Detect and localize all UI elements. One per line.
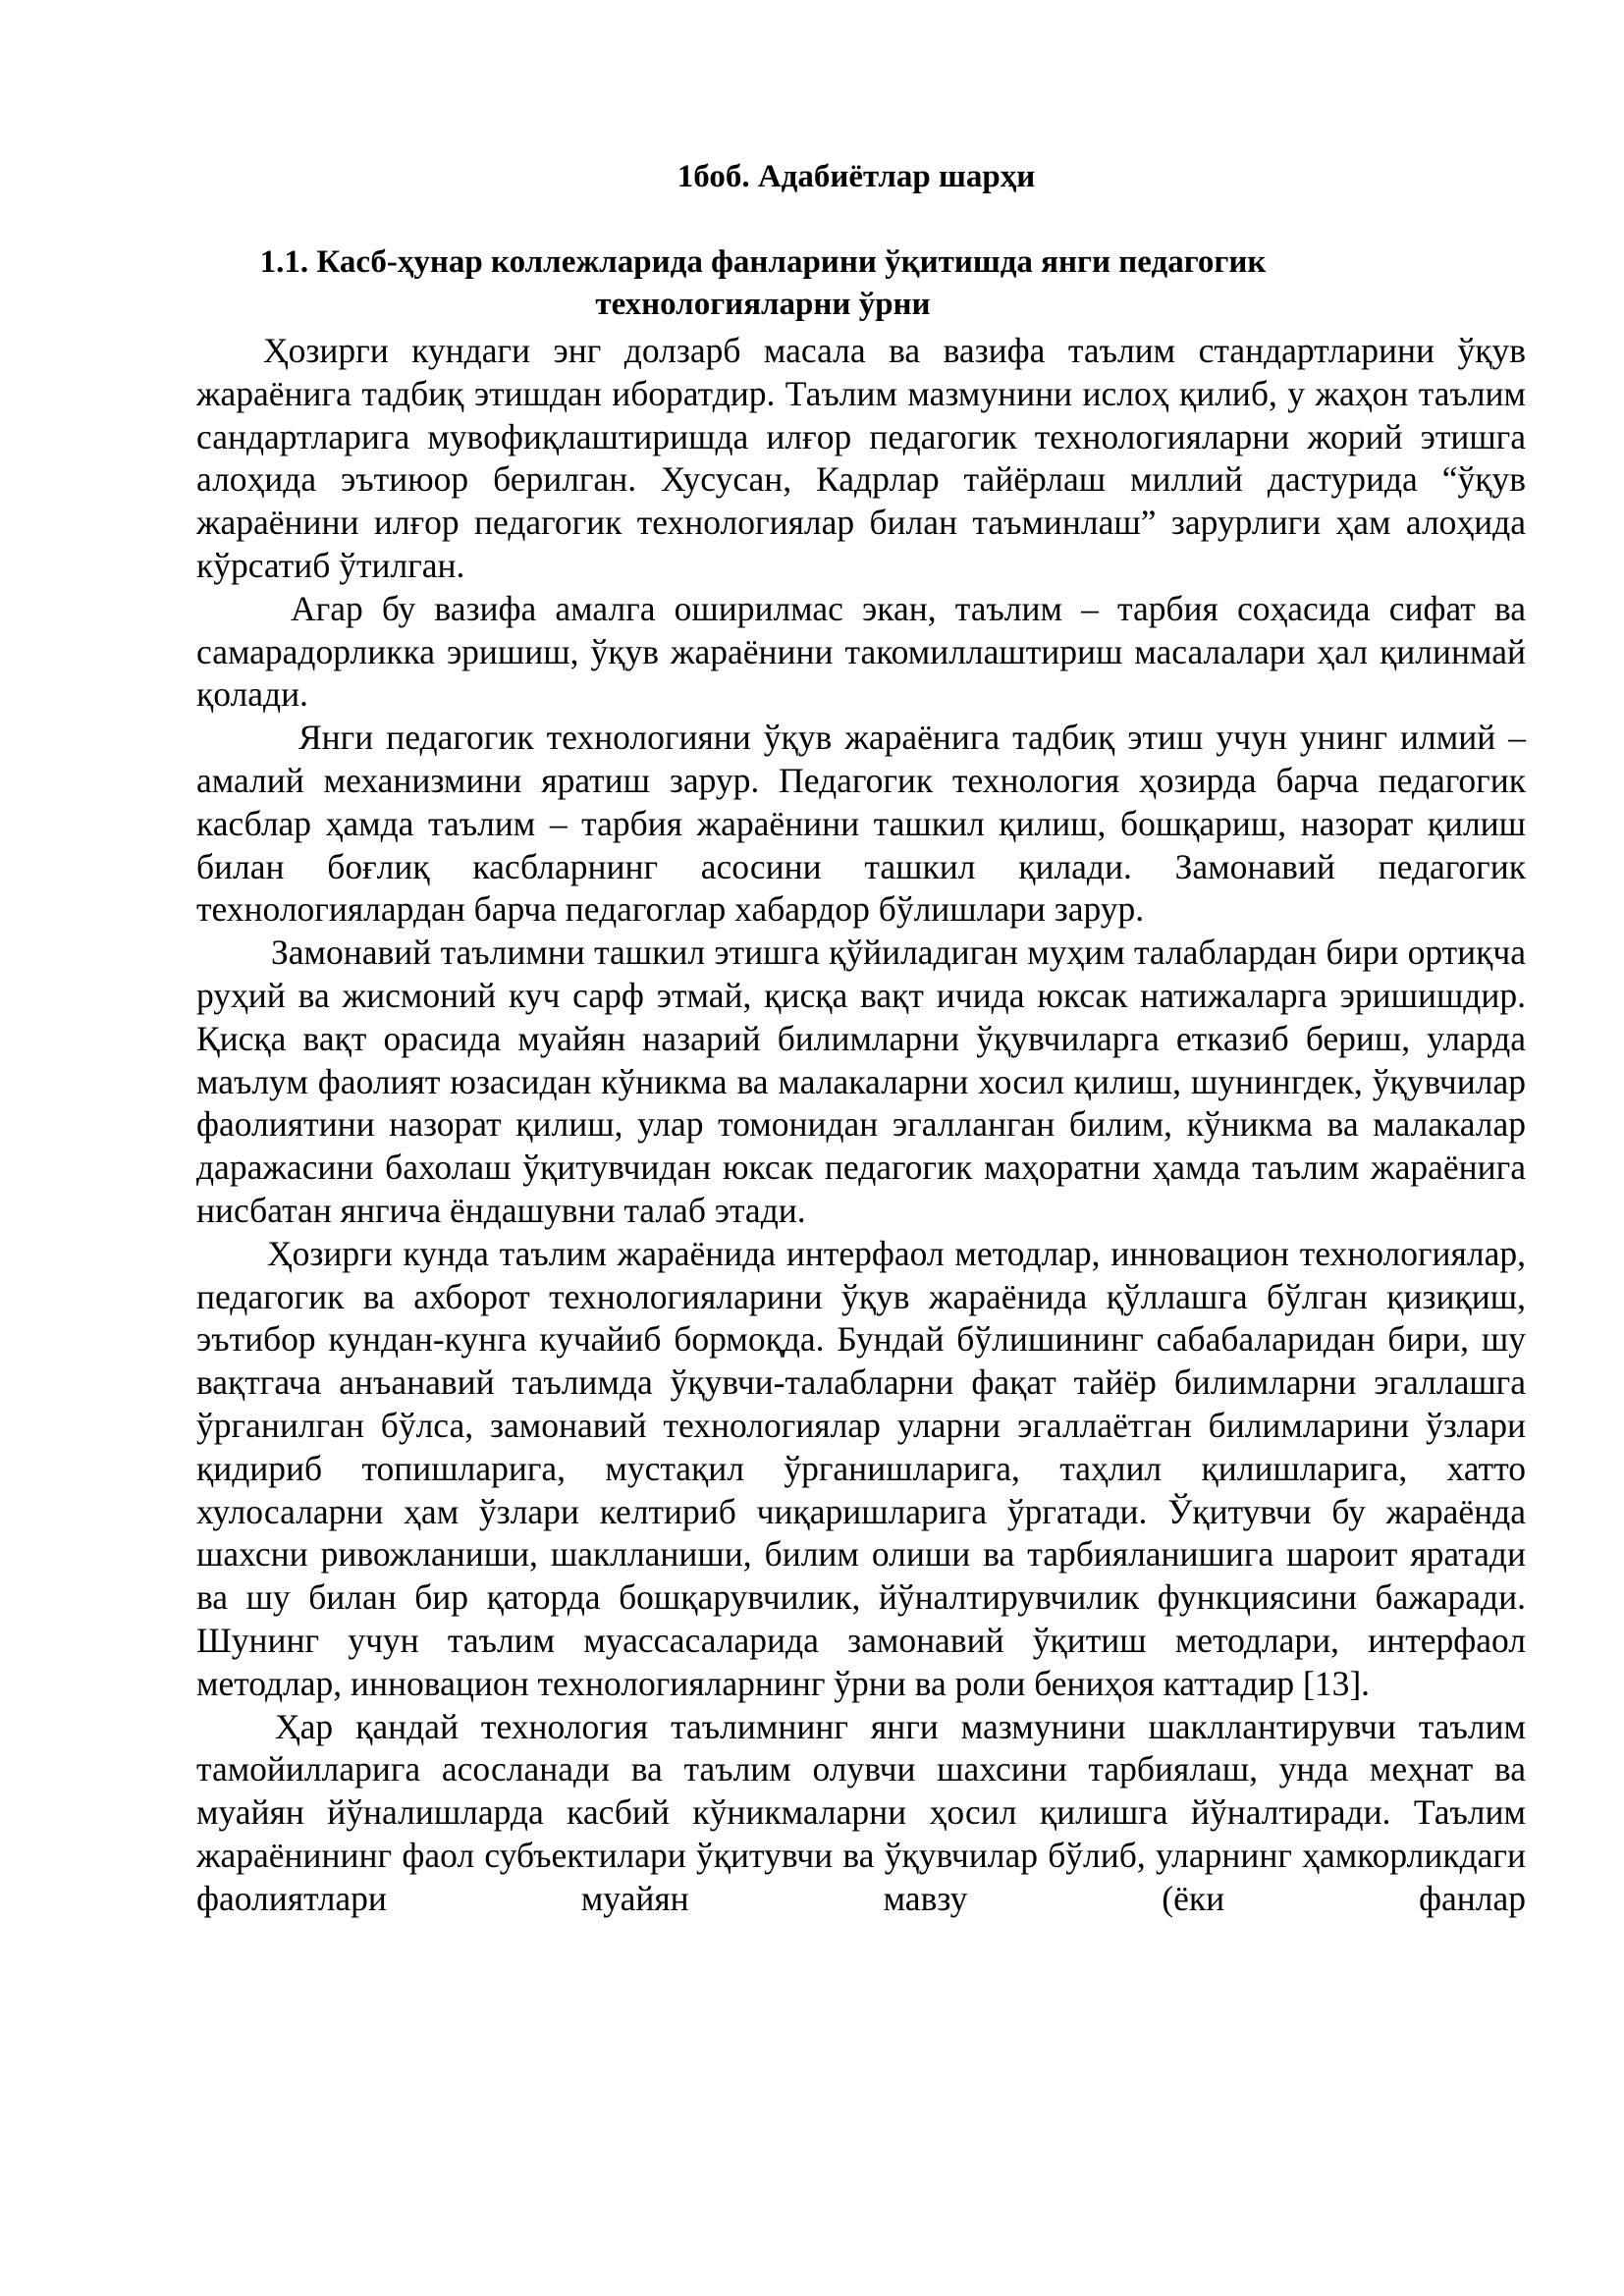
paragraph: Ҳозирги кундаги энг долзарб масала ва вазифа таълим стандартларини ўқув жараёнига тадбиқ этишдан иборатдир. Таълим мазмунини ислоҳ қилиб, у жаҳон таълим сандартларига мувофиқлаштиришда илғор педагогик технологияларни жорий этишга алоҳида эътиюор берилган. Хусусан, Кадрлар тайёрлаш миллий дастурида “ўқув жараёнини илғор педагогик технологиялар билан таъминлаш” зарурлиги ҳам алоҳида кўрсатиб ўтилган. — [196, 331, 1526, 585]
paragraph: Замонавий таълимни ташкил этишга қўйиладиган муҳим талаблардан бири ортиқча руҳий ва жисмоний куч сарф этмай, қисқа вақт ичида юксак натижаларга эришишдир. Қисқа вақт орасида муайян назарий билимларни ўқувчиларга етказиб бериш, уларда маълум фаолият юзасидан кўникма ва малакаларни хосил қилиш, шунингдек, ўқувчилар фаолиятини назорат қилиш, улар томонидан эгалланган билим, кўникма ва малакалар даражасини бахолаш ўқитувчидан юксак педагогик маҳоратни ҳамда таълим жараёнига нисбатан янгича ёндашувни талаб этади. — [196, 933, 1526, 1230]
paragraph: Ҳар қандай технология таълимнинг янги мазмунини шакллантирувчи таълим тамойилларига асосланади ва таълим олувчи шахсини тарбиялаш, унда меҳнат ва муайян йўналишларда касбий кўникмаларни ҳосил қилишга йўналтиради. Таълим жараёнининг фаол субъектилари ўқитувчи ва ўқувчилар бўлиб, уларнинг ҳамкорликдаги фаолиятлари муайян мавзу (ёки фанлар — [196, 1706, 1526, 1918]
section-title: 1.1. Касб-ҳунар коллежларида фанларини ўқитишда янги педагогик технологияларни ўрни — [259, 244, 1267, 322]
paragraph: Ҳозирги кунда таълим жараёнида интерфаол методлар, инновацион технологиялар, педагогик ва ахборот технологияларини ўқув жараёнида қўллашга бўлган қизиқиш, эътибор кундан-кунга кучайиб бормоқда. Бундай бўлишининг сабабаларидан бири, шу вақтгача анъанавий таълимда ўқувчи-талабларни фақат тайёр билимларни эгаллашга ўрганилган бўлса, замонавий технологиялар уларни эгаллаётган билимларини ўзлари қидириб топишларига, мустақил ўрганишларига, таҳлил қилишларига, хатто хулосаларни ҳам ўзлари келтириб чиқаришларига ўргатади. Ўқитувчи бу жараёнда шахсни ривожланиши, шаклланиши, билим олиши ва тарбияланишига шароит яратади ва шу билан бир қаторда бошқарувчилик, йўналтирувчилик функциясини бажаради. Шунинг учун таълим муассасаларида замонавий ўқитиш методлари, интерфаол методлар, инновацион технологияларнинг ўрни ва роли бениҳоя каттадир [13]. — [196, 1233, 1526, 1703]
paragraph: Агар бу вазифа амалга оширилмас экан, таълим – тарбия соҳасида сифат ва самарадорликка эришиш, ўқув жараёнини такомиллаштириш масалалари ҳал қилинмай қолади. — [196, 588, 1526, 715]
chapter-title: 1боб. Адабиётлар шарҳи — [677, 159, 1036, 194]
body-text — [196, 330, 1526, 1920]
paragraph: Янги педагогик технологияни ўқув жараёнига тадбиқ этиш учун унинг илмий – амалий механизмини яратиш зарур. Педагогик технология ҳозирда барча педагогик касблар ҳамда таълим – тарбия жараёнини ташкил қилиш, бошқариш, назорат қилиш билан боғлиқ касбларнинг асосини ташкил қилади. Замонавий педагогик технологиялардан барча педагоглар хабардор бўлишлари зарур. — [196, 718, 1526, 930]
